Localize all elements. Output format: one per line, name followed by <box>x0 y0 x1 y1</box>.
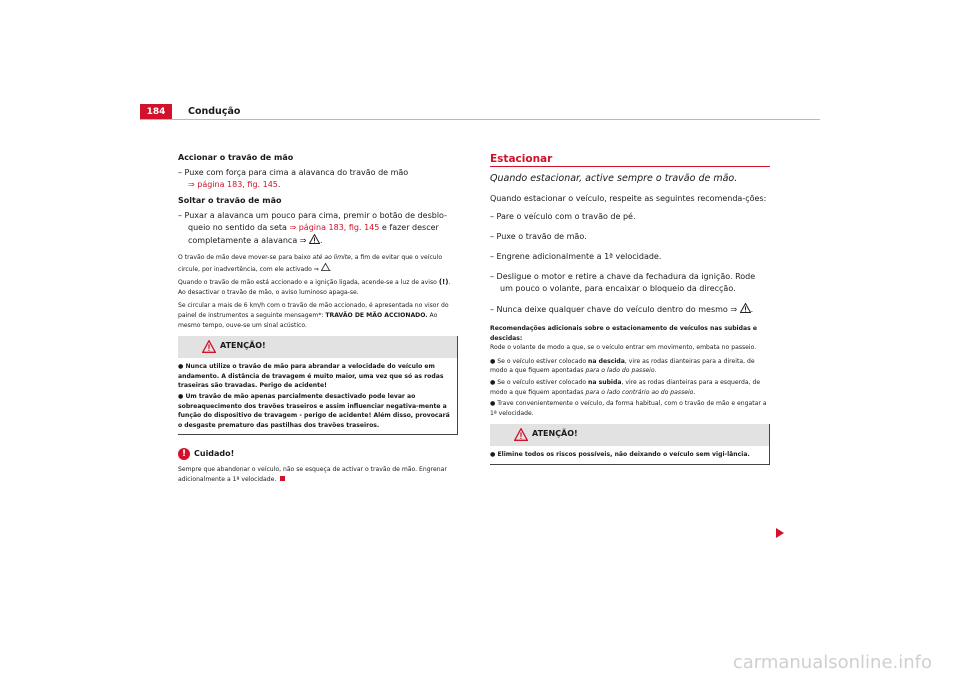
page-link[interactable]: ⇒ página 183, fig. 145 <box>188 180 278 189</box>
right-column <box>490 152 770 471</box>
step-item: – Pare o veículo com o travão de pé. <box>490 212 636 221</box>
warning-box <box>490 424 770 464</box>
step-item: – Desligue o motor e retire a chave da fechadura da ignição. Rode um pouco o volante, para encaixar o bloqueio da direcção. <box>490 272 756 293</box>
warning-triangle-icon <box>321 263 330 271</box>
warning-triangle-icon <box>309 234 320 244</box>
page-number: 184 <box>140 104 172 120</box>
warning-triangle-icon <box>202 340 216 353</box>
step-item: – Engrene adicionalmente a 1ª velocidade. <box>490 252 662 261</box>
intro-text: Quando estacionar o veículo, respeite as seguintes recomenda-ções: <box>490 194 767 203</box>
paragraph: Quando o travão de mão está accionado e a ignição ligada, acende-se a luz de aviso (!). Ao desactivar o travão de mão, o aviso luminoso apaga-se. <box>178 278 451 296</box>
page-link[interactable]: ⇒ página 183, fig. 145 <box>289 223 380 232</box>
warning-triangle-icon <box>740 303 751 313</box>
paragraph: Rode o volante de modo a que, se o veículo entrar em movimento, embata no passeio. <box>490 344 757 352</box>
bullet-item: ● Se o veículo estiver colocado na subida, vire as rodas dianteiras para a esquerda, de modo a que fiquem apontadas para o lado contrário ao do passeio. <box>490 378 761 396</box>
warning-item: ● Elimine todos os riscos possíveis, não deixando o veículo sem vigi-lância. <box>490 451 750 459</box>
recommendations-title: Recomendações adicionais sobre o estacionamento de veículos nas subidas e descidas: <box>490 325 758 342</box>
heading-apply-brake: Accionar o travão de mão <box>178 153 294 162</box>
bullet-item: ● Se o veículo estiver colocado na descida, vire as rodas dianteiras para a direita, de modo a que fiquem apontadas para o lado do passeio. <box>490 357 755 375</box>
paragraph: O travão de mão deve mover-se para baixo até ao limite, a fim de evitar que o veículo circule, por inadvertência, com ele activado ⇒ . <box>178 254 443 273</box>
heading-release-brake: Soltar o travão de mão <box>178 196 282 205</box>
warning-box <box>178 336 458 435</box>
page-title: Condução <box>188 106 241 117</box>
paragraph: Se circular a mais de 6 km/h com o travão de mão accionado, é apresentada no visor do painel de instrumentos a seguinte mensagem*: TRAVÃO DE MÃO ACCIONADO. Ao mesmo tempo, ouve-se um sinal acústico. <box>178 302 449 329</box>
warning-title: ATENÇÃO! <box>220 341 266 351</box>
caution-text: Sempre que abandonar o veículo, não se esqueça de activar o travão de mão. Engrenar adicionalmente a 1ª velocidade. <box>178 466 447 483</box>
end-of-section-icon <box>280 476 285 481</box>
step-release-brake: – Puxar a alavanca um pouco para cima, premir o botão de desblo-queio no sentido da seta ⇒ página 183, fig. 145 e fazer descer completamente a alavanca ⇒ . <box>178 211 447 245</box>
bullet-item: ● Trave convenientemente o veículo, da forma habitual, com o travão de mão e engatar a 1ª velocidade. <box>490 400 767 417</box>
section-rule <box>490 166 770 167</box>
left-column <box>178 152 458 488</box>
step-item: – Nunca deixe qualquer chave do veículo dentro do mesmo ⇒ . <box>490 305 754 314</box>
section-subtitle: Quando estacionar, active sempre o travão de mão. <box>490 173 738 184</box>
watermark: carmanualsonline.info <box>732 652 932 673</box>
warning-item: ● Nunca utilize o travão de mão para abrandar a velocidade do veículo em andamento. A distância de travagem é muito maior, uma vez que só as rodas traseiras são travadas. Perigo de acidente! <box>178 363 444 389</box>
caution-icon: ! <box>178 448 190 460</box>
header-rule <box>140 119 820 120</box>
warning-item: ● Um travão de mão apenas parcialmente desactivado pode levar ao sobreaquecimento dos travões traseiros e assim influenciar negativa-mente a função do dispositivo de travagem - perigo de acidente! Além disso, provocará o desgaste prematuro das pastilhas dos travões traseiros. <box>178 393 450 429</box>
section-title: Estacionar <box>490 153 553 165</box>
step-item: – Puxe o travão de mão. <box>490 232 587 241</box>
warning-triangle-icon <box>514 428 528 441</box>
brake-warning-light-icon: (!) <box>438 278 449 287</box>
next-page-arrow-icon <box>776 528 784 538</box>
caution-note: ! Cuidado! Sempre que abandonar o veículo, não se esqueça de activar o travão de mão. Engrenar adicionalmente a 1ª velocidade. <box>178 443 458 484</box>
step-apply-brake: – Puxe com força para cima a alavanca do travão de mão ⇒ página 183, fig. 145. <box>178 168 409 189</box>
warning-title: ATENÇÃO! <box>532 429 578 439</box>
